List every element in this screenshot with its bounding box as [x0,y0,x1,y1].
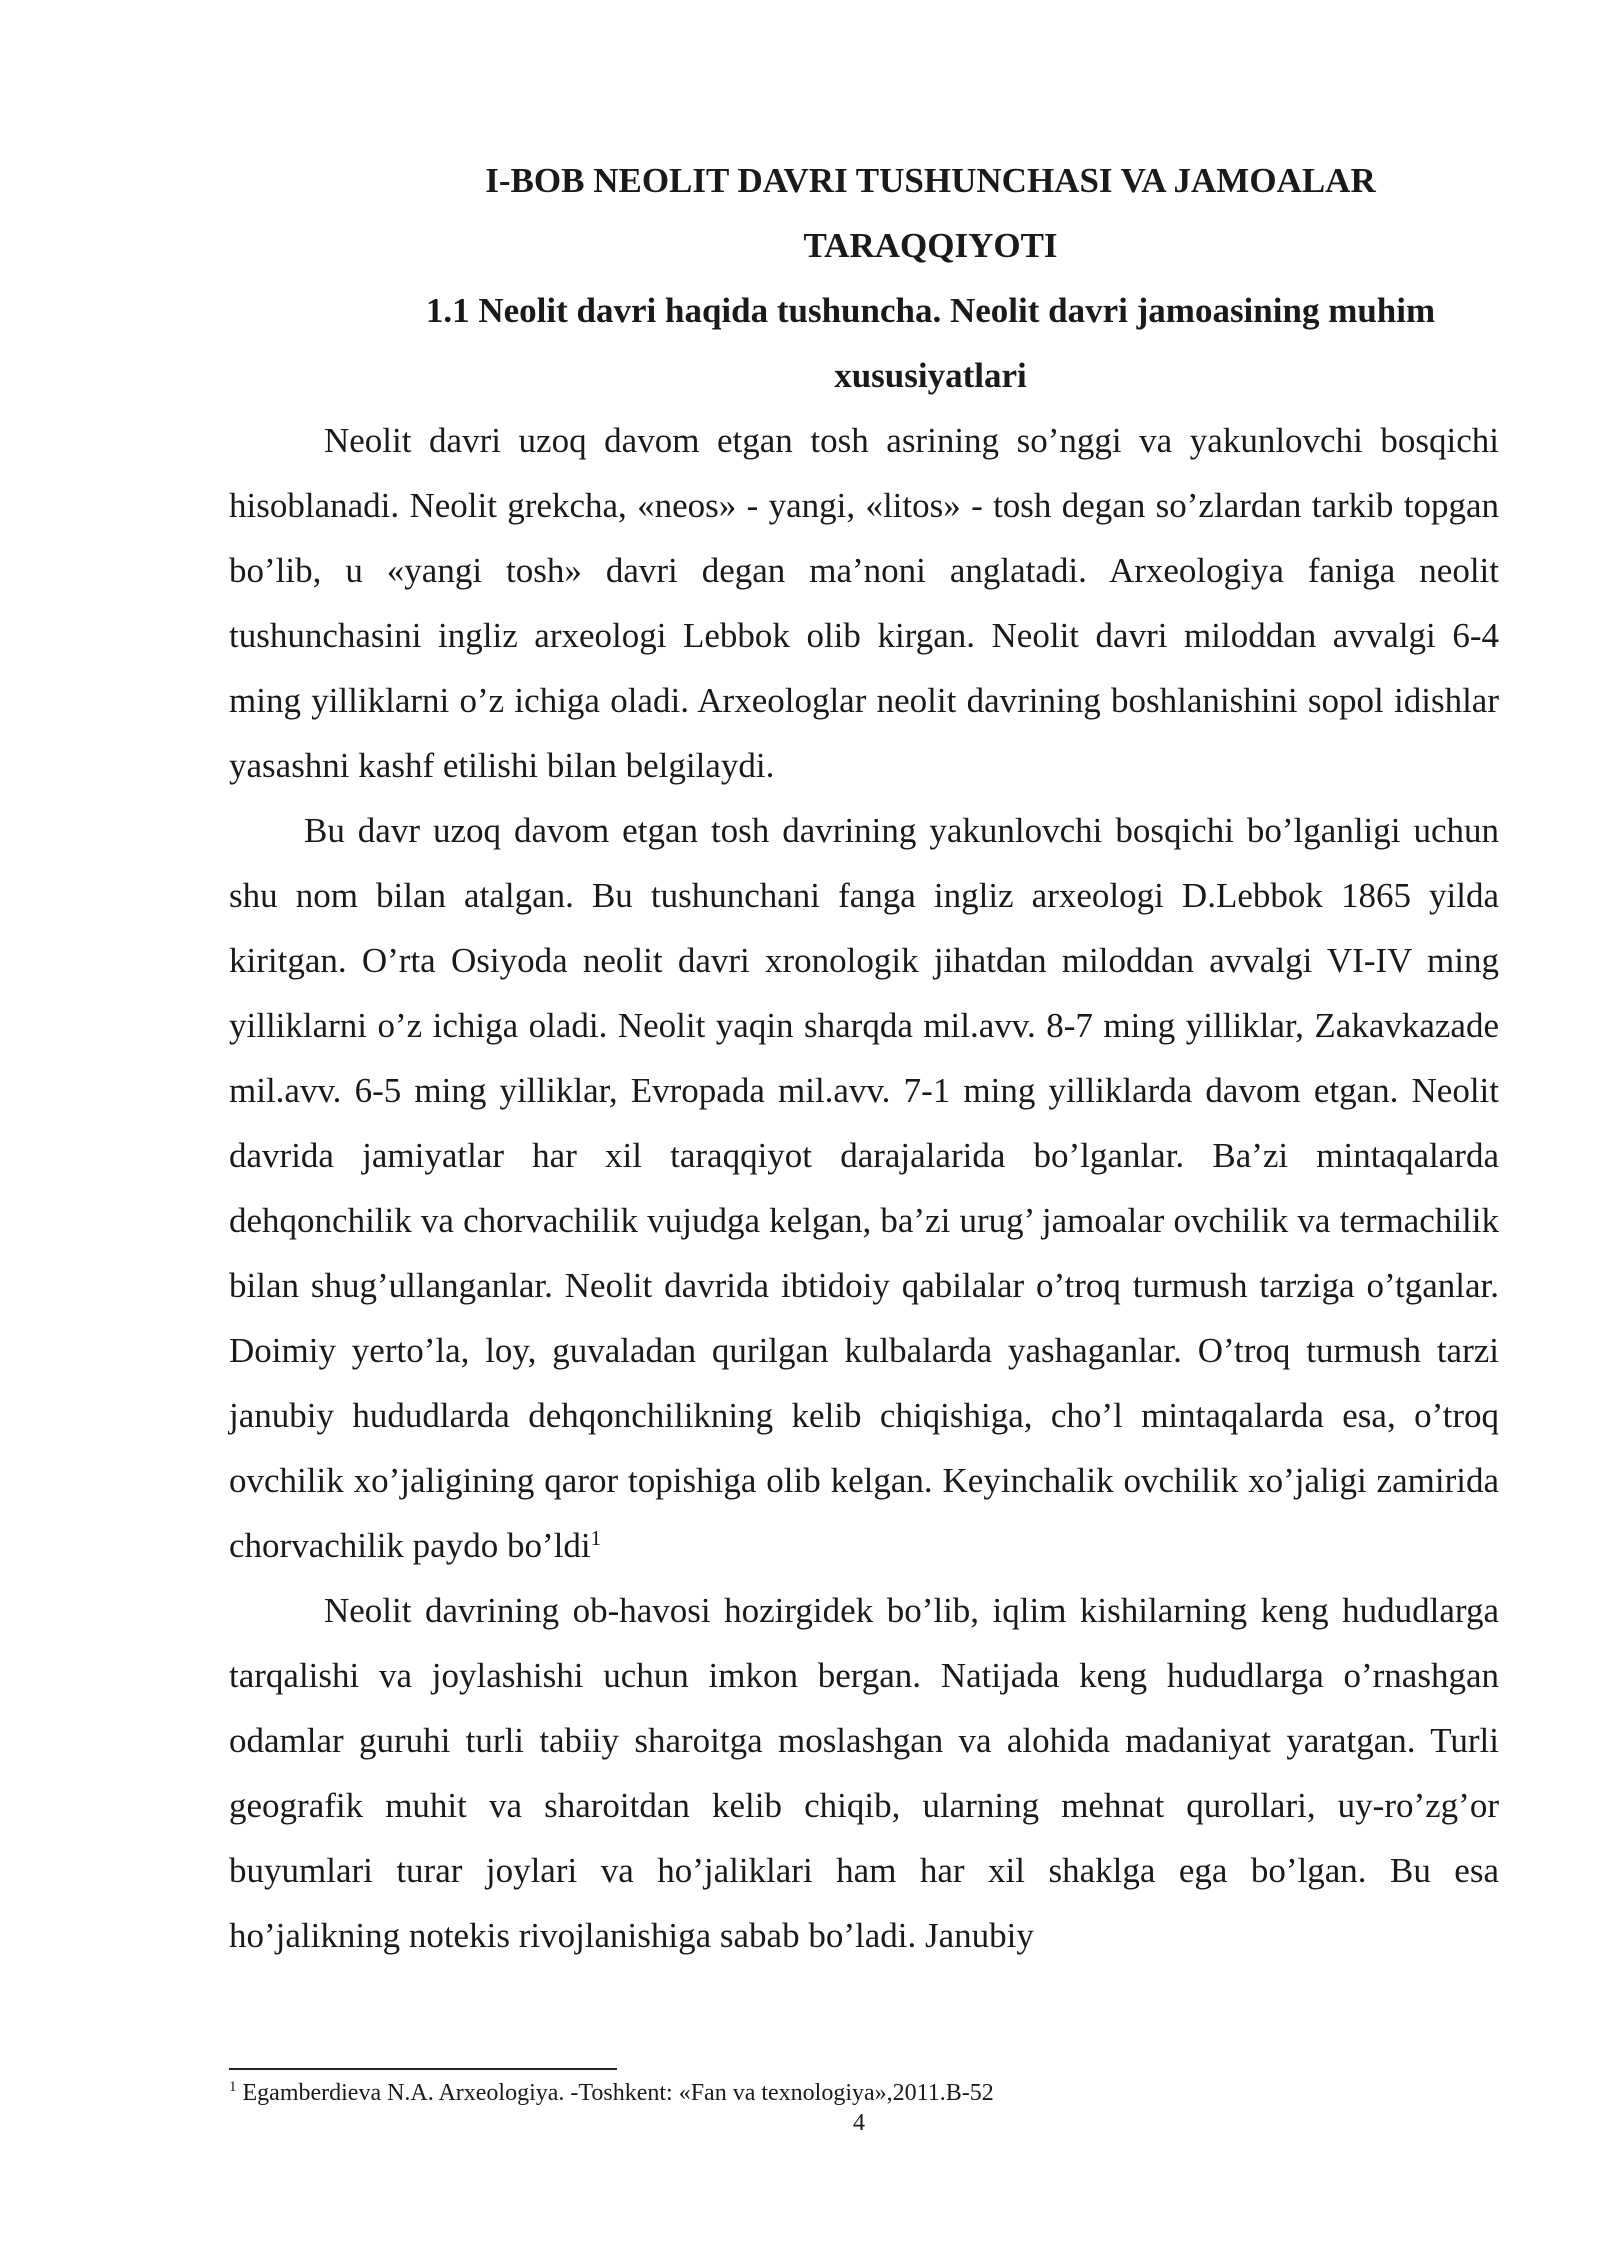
footnote-separator [229,2068,617,2070]
document-page [229,148,1499,1968]
footnote [229,2078,994,2108]
paragraph-2-text: Bu davr uzoq davom etgan tosh davrining yakunlovchi bosqichi bo’lganligi uchun shu nom bilan atalgan. Bu tushunchani fanga ingliz arxeologi D.Lebbok 1865 yilda kiritgan. O’rta Osiyoda neolit davri xronologik jihatdan miloddan avvalgi VI-IV ming yilliklarni o’z ichiga oladi. Neolit yaqin sharqda mil.avv. 8-7 ming yilliklar, Zakavkazade mil.avv. 6-5 ming yilliklar, Evropada mil.avv. 7-1 ming yilliklarda davom etgan. Neolit davrida jamiyatlar har xil taraqqiyot darajalarida bo’lganlar. Ba’zi mintaqalarda dehqonchilik va chorvachilik vujudga kelgan, ba’zi urug’ jamoalar ovchilik va termachilik bilan shug’ullanganlar. Neolit davrida ibtidoiy qabilalar o’troq turmush tarziga o’tganlar. Doimiy yerto’la, loy, guvaladan qurilgan kulbalarda yashaganlar. O’troq turmush tarzi janubiy hududlarda dehqonchilikning kelib chiqishiga, cho’l mintaqalarda esa, o’troq ovchilik xo’jaligining qaror topishiga olib kelgan. Keyinchalik ovchilik xo’jaligi zamirida chorvachilik paydo bo’ldi [229,811,1499,1565]
footnote-text: Egamberdieva N.A. Arxeologiya. -Toshkent: «Fan va texnologiya»,2011.B-52 [242,2080,994,2106]
footnote-reference: 1 [590,1526,602,1550]
page-number: 4 [853,2110,865,2136]
chapter-title: I-BOB NEOLIT DAVRI TUSHUNCHASI VA JAMOALAR TARAQQIYOTI [485,161,1376,265]
section-title: 1.1 Neolit davri haqida tushuncha. Neolit davri jamoasining muhim xususiyatlari [425,291,1436,395]
paragraph-1: Neolit davri uzoq davom etgan tosh asrining so’nggi va yakunlovchi bosqichi hisoblanadi. Neolit grekcha, «neos» - yangi, «litos» - tosh degan so’zlardan tarkib topgan bo’lib, u «yangi tosh» davri degan ma’noni anglatadi. Arxeologiya faniga neolit tushunchasini ingliz arxeologi Lebbok olib kirgan. Neolit davri miloddan avvalgi 6-4 ming yilliklarni o’z ichiga oladi. Arxeologlar neolit davrining boshlanishini sopol idishlar yasashni kashf etilishi bilan belgilaydi. [229,421,1499,785]
paragraph-2 [229,798,1499,1578]
footnote-marker: 1 [229,2079,237,2095]
paragraph-3: Neolit davrining ob-havosi hozirgidek bo’lib, iqlim kishilarning keng hududlarga tarqalishi va joylashishi uchun imkon bergan. Natijada keng hududlarga o’rnashgan odamlar guruhi turli tabiiy sharoitga moslashgan va alohida madaniyat yaratgan. Turli geografik muhit va sharoitdan kelib chiqib, ularning mehnat qurollari, uy-ro’zg’or buyumlari turar joylari va ho’jaliklari ham har xil shaklga ega bo’lgan. Bu esa ho’jalikning notekis rivojlanishiga sabab bo’ladi. Janubiy [229,1591,1499,1955]
